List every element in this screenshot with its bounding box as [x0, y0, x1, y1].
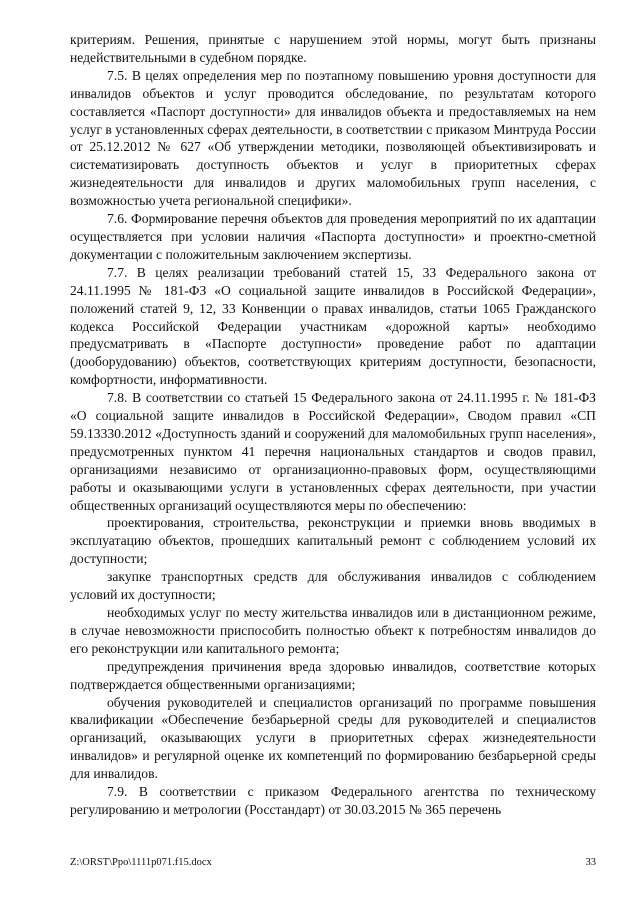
paragraph-7-8: 7.8. В соответствии со статьей 15 Федерального закона от 24.11.1995 г. № 181-ФЗ «О социальной защите инвалидов в Российской Федерации», Сводом правил «СП 59.13330.2012 «Доступность зданий и сооружений для маломобильных групп населения», предусмотренных пунктом 41 перечня национальных стандартов и сводов правил, организациями независимо от организационно-правовых форм, осуществляющими работы и оказывающими услуги в установленных сферах деятельности, при участии общественных организаций осуществляются меры по обеспечению:: [70, 390, 596, 513]
footer-file-path: Z:\ORST\Ppo\1111p071.f15.docx: [70, 857, 212, 868]
list-item-training: обучения руководителей и специалистов организаций по программе повышения квалификации «Обеспечение безбарьерной среды для руководителей и специалистов организаций, оказывающих услуги в приоритетных сферах жизнедеятельности инвалидов» и регулярной оценке их компетенций по формированию безбарьерной среды для инвалидов.: [70, 694, 596, 782]
body-text: [70, 31, 596, 819]
paragraph-continuation: критериям. Решения, принятые с нарушением этой нормы, могут быть признаны недействительными в судебном порядке.: [70, 32, 596, 65]
list-item-services: необходимых услуг по месту жительства инвалидов или в дистанционном режиме, в случае невозможности приспособить полностью объект к потребностям инвалидов до его реконструкции или капитального ремонта;: [70, 605, 596, 656]
list-item-design: проектирования, строительства, реконструкции и приемки вновь вводимых в эксплуатацию объектов, прошедших капитальный ремонт с соблюдением условий их доступности;: [70, 515, 596, 567]
paragraph-7-9: 7.9. В соответствии с приказом Федерального агентства по техническому регулированию и метрологии (Росстандарт) от 30.03.2015 № 365 перечень: [70, 784, 596, 817]
paragraph-7-6: 7.6. Формирование перечня объектов для проведения мероприятий по их адаптации осуществляется при условии наличия «Паспорта доступности» и проектно-сметной документации с положительным заключением экспертизы.: [70, 211, 596, 262]
paragraph-7-7: 7.7. В целях реализации требований статей 15, 33 Федерального закона от 24.11.1995 № 181-ФЗ «О социальной защите инвалидов в Российской Федерации», положений статей 9, 12, 33 Конвенции о правах инвалидов, статьи 1065 Гражданского кодекса Российской Федерации участникам «дорожной карты» необходимо предусматривать в «Паспорте доступности» проведение работ по адаптации (дооборудованию) объектов, соответствующих критериям доступности, безопасности, комфортности, информативности.: [70, 264, 596, 388]
list-item-harm-prevention: предупреждения причинения вреда здоровью инвалидов, соответствие которых подтверждается общественными организациями;: [70, 658, 596, 692]
list-item-transport: закупке транспортных средств для обслуживания инвалидов с соблюдением условий их доступности;: [70, 569, 596, 603]
paragraph-7-5: 7.5. В целях определения мер по поэтапному повышению уровня доступности для инвалидов объектов и услуг проводится обследование, по результатам которого составляется «Паспорт доступности» для инвалидов объекта и предоставляемых на нем услуг в установленных сферах деятельности, в соответствии с приказом Минтруда России от 25.12.2012 № 627 «Об утверждении методики, позволяющей объективизировать и систематизировать доступность объектов и услуг в приоритетных сферах жизнедеятельности для инвалидов и других маломобильных групп населения, с возможностью учета региональной специфики».: [70, 67, 596, 209]
page-number: 33: [585, 857, 596, 868]
